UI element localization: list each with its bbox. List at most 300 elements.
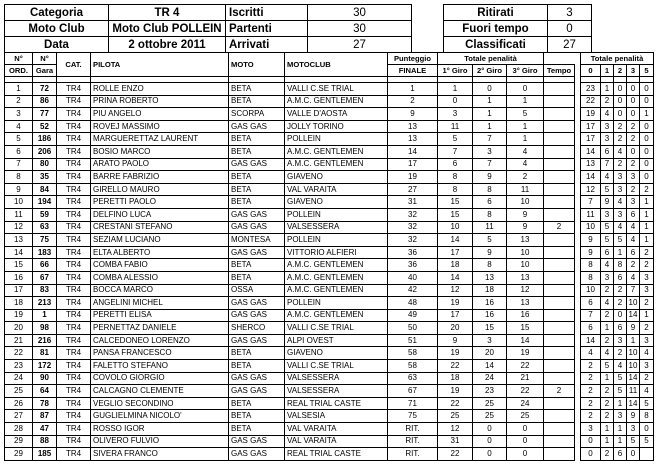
count-1-cell: 5	[601, 360, 614, 373]
pilot-name-cell: FALETTO STEFANO	[91, 360, 229, 373]
time-penalty-cell	[544, 372, 575, 385]
count-0-cell: 14	[581, 145, 601, 158]
gara-number-cell: 47	[33, 423, 57, 436]
pilot-name-cell: ARATO PAOLO	[91, 158, 229, 171]
count-3-cell: 9	[627, 322, 640, 335]
time-penalty-cell	[544, 234, 575, 247]
col-giro3: 3° Giro	[507, 65, 544, 77]
count-1-cell: 1	[601, 423, 614, 436]
count-0-cell: 11	[581, 208, 601, 221]
moto-club-cell: GIAVENO	[285, 347, 388, 360]
pilot-name-cell: OLIVERO FULVIO	[91, 435, 229, 448]
lap1-penalty-cell: 1	[438, 83, 473, 96]
category-cell: TR4	[57, 208, 91, 221]
col-p1: 1	[601, 65, 614, 77]
ord-cell: 20	[5, 322, 33, 335]
moto-club-cell: POLLEIN	[285, 234, 388, 247]
lap1-penalty-cell: 19	[438, 347, 473, 360]
ord-cell: 29	[5, 435, 33, 448]
table-row	[5, 435, 654, 448]
final-score-cell: 48	[388, 297, 438, 310]
col-n2: N°	[33, 53, 57, 65]
ord-cell: 15	[5, 259, 33, 272]
gara-number-cell: 75	[33, 234, 57, 247]
lap2-penalty-cell: 9	[473, 171, 507, 184]
count-2-cell: 5	[614, 234, 627, 247]
pilot-name-cell: PERETTI PAOLO	[91, 196, 229, 209]
ord-cell: 1	[5, 83, 33, 96]
final-score-cell: RIT.	[388, 448, 438, 461]
count-0-cell: 10	[581, 221, 601, 234]
time-penalty-cell	[544, 83, 575, 96]
count-1-cell: 2	[601, 334, 614, 347]
time-penalty-cell	[544, 435, 575, 448]
count-3-cell: 10	[627, 347, 640, 360]
final-score-cell: 31	[388, 196, 438, 209]
count-3-cell: 4	[627, 234, 640, 247]
lap1-penalty-cell: 22	[438, 397, 473, 410]
count-0-cell: 10	[581, 284, 601, 297]
final-score-cell: 1	[388, 83, 438, 96]
ord-cell: 18	[5, 297, 33, 310]
ritirati-row	[444, 5, 592, 21]
gara-number-cell: 63	[33, 221, 57, 234]
count-0-cell: 22	[581, 95, 601, 108]
table-row	[5, 108, 654, 121]
lap2-penalty-cell: 8	[473, 259, 507, 272]
count-5-cell: 1	[640, 221, 654, 234]
table-row	[5, 133, 654, 146]
lap1-penalty-cell: 8	[438, 171, 473, 184]
time-penalty-cell	[544, 196, 575, 209]
count-5-cell: 2	[640, 259, 654, 272]
table-row	[5, 347, 654, 360]
category-cell: TR4	[57, 410, 91, 423]
final-score-cell: 51	[388, 334, 438, 347]
count-0-cell: 8	[581, 271, 601, 284]
count-5-cell: 5	[640, 435, 654, 448]
lap2-penalty-cell: 11	[473, 221, 507, 234]
time-penalty-cell	[544, 410, 575, 423]
count-0-cell: 0	[581, 435, 601, 448]
pilot-name-cell: CALCAGNO CLEMENTE	[91, 385, 229, 398]
col-p3: 3	[627, 65, 640, 77]
count-3-cell: 2	[627, 259, 640, 272]
category-cell: TR4	[57, 108, 91, 121]
data-row	[5, 37, 412, 53]
category-cell: TR4	[57, 234, 91, 247]
count-0-cell: 2	[581, 360, 601, 373]
count-0-cell: 14	[581, 171, 601, 184]
bike-cell: GAS GAS	[229, 334, 285, 347]
pilot-name-cell: BOCCA MARCO	[91, 284, 229, 297]
count-5-cell: 2	[640, 246, 654, 259]
time-penalty-cell	[544, 423, 575, 436]
count-3-cell: 10	[627, 297, 640, 310]
count-3-cell: 11	[627, 385, 640, 398]
moto-club-cell: VALSESSERA	[285, 221, 388, 234]
table-row	[5, 297, 654, 310]
gara-number-cell: 80	[33, 158, 57, 171]
event-info-table	[4, 4, 412, 53]
table-row	[5, 271, 654, 284]
fuori-tempo-label: Fuori tempo	[444, 21, 548, 37]
lap2-penalty-cell: 16	[473, 297, 507, 310]
ord-cell: 11	[5, 208, 33, 221]
count-2-cell: 6	[614, 322, 627, 335]
lap3-penalty-cell: 1	[507, 95, 544, 108]
ord-cell: 27	[5, 410, 33, 423]
moto-club-cell: VALSESSERA	[285, 385, 388, 398]
lap2-penalty-cell: 8	[473, 183, 507, 196]
bike-cell: GAS GAS	[229, 246, 285, 259]
pilot-name-cell: COMBA ALESSIO	[91, 271, 229, 284]
count-1-cell: 4	[601, 297, 614, 310]
data-label: Data	[5, 37, 109, 53]
count-3-cell: 7	[627, 284, 640, 297]
lap1-penalty-cell: 19	[438, 385, 473, 398]
fuori-tempo-row	[444, 21, 592, 37]
ritirati-label: Ritirati	[444, 5, 548, 21]
count-5-cell: 4	[640, 347, 654, 360]
lap3-penalty-cell: 22	[507, 385, 544, 398]
gara-number-cell: 52	[33, 120, 57, 133]
pilot-name-cell: SIVERA FRANCO	[91, 448, 229, 461]
category-cell: TR4	[57, 145, 91, 158]
moto-club-cell: A.M.C. GENTLEMEN	[285, 158, 388, 171]
bike-cell: BETA	[229, 423, 285, 436]
lap3-penalty-cell: 10	[507, 259, 544, 272]
lap3-penalty-cell: 10	[507, 196, 544, 209]
gara-number-cell: 216	[33, 334, 57, 347]
bike-cell: BETA	[229, 259, 285, 272]
col-totale-penalita-breakdown: Totale penalità	[581, 53, 654, 65]
lap1-penalty-cell: 14	[438, 234, 473, 247]
ord-cell: 28	[5, 423, 33, 436]
count-3-cell: 2	[627, 133, 640, 146]
time-penalty-cell	[544, 108, 575, 121]
final-score-cell: 32	[388, 221, 438, 234]
col-finale: FINALE	[388, 65, 438, 77]
moto-club-cell: A.M.C. GENTLEMEN	[285, 259, 388, 272]
pilot-name-cell: SEZIAM LUCIANO	[91, 234, 229, 247]
count-2-cell: 4	[614, 196, 627, 209]
category-cell: TR4	[57, 183, 91, 196]
time-penalty-cell	[544, 334, 575, 347]
pilot-name-cell: ROLLE ENZO	[91, 83, 229, 96]
col-motoclub: MOTOCLUB	[285, 53, 388, 77]
lap2-penalty-cell: 23	[473, 385, 507, 398]
fuori-tempo-value: 0	[548, 21, 592, 37]
final-score-cell: 49	[388, 309, 438, 322]
classificati-row	[444, 37, 592, 53]
count-1-cell: 4	[601, 171, 614, 184]
lap3-penalty-cell: 15	[507, 322, 544, 335]
count-2-cell: 3	[614, 334, 627, 347]
lap3-penalty-cell: 0	[507, 435, 544, 448]
lap1-penalty-cell: 7	[438, 145, 473, 158]
bike-cell: GAS GAS	[229, 208, 285, 221]
count-5-cell: 0	[640, 171, 654, 184]
category-cell: TR4	[57, 284, 91, 297]
table-row	[5, 448, 654, 461]
lap2-penalty-cell: 7	[473, 158, 507, 171]
count-2-cell: 2	[614, 158, 627, 171]
bike-cell: MONTESA	[229, 234, 285, 247]
lap1-penalty-cell: 11	[438, 120, 473, 133]
count-5-cell: 0	[640, 423, 654, 436]
ord-cell: 29	[5, 448, 33, 461]
lap1-penalty-cell: 20	[438, 322, 473, 335]
count-2-cell: 1	[614, 397, 627, 410]
lap3-penalty-cell: 4	[507, 145, 544, 158]
club-label: Moto Club	[5, 21, 109, 37]
count-1-cell: 1	[601, 435, 614, 448]
col-p5: 5	[640, 65, 654, 77]
lap2-penalty-cell: 1	[473, 108, 507, 121]
count-2-cell: 4	[614, 145, 627, 158]
lap1-penalty-cell: 0	[438, 95, 473, 108]
category-cell: TR4	[57, 435, 91, 448]
lap2-penalty-cell: 5	[473, 234, 507, 247]
count-5-cell: 5	[640, 397, 654, 410]
bike-cell: BETA	[229, 83, 285, 96]
pilot-name-cell: PERETTI ELISA	[91, 309, 229, 322]
lap3-penalty-cell: 16	[507, 309, 544, 322]
pilot-name-cell: PERNETTAZ DANIELE	[91, 322, 229, 335]
count-1-cell: 3	[601, 120, 614, 133]
results-table	[4, 52, 654, 461]
ord-cell: 21	[5, 334, 33, 347]
ord-cell: 25	[5, 385, 33, 398]
lap2-penalty-cell: 6	[473, 196, 507, 209]
moto-club-cell: VAL VARAITA	[285, 435, 388, 448]
count-1-cell: 2	[601, 309, 614, 322]
final-score-cell: 40	[388, 271, 438, 284]
count-1-cell: 6	[601, 246, 614, 259]
moto-club-cell: A.M.C. GENTLEMEN	[285, 95, 388, 108]
count-3-cell: 14	[627, 372, 640, 385]
count-2-cell: 1	[614, 435, 627, 448]
col-giro2: 2° Giro	[473, 65, 507, 77]
time-penalty-cell	[544, 145, 575, 158]
bike-cell: GAS GAS	[229, 448, 285, 461]
col-tempo: Tempo	[544, 65, 575, 77]
count-1-cell: 1	[601, 372, 614, 385]
lap1-penalty-cell: 19	[438, 297, 473, 310]
lap2-penalty-cell: 20	[473, 347, 507, 360]
lap1-penalty-cell: 14	[438, 271, 473, 284]
count-5-cell: 2	[640, 297, 654, 310]
final-score-cell: 32	[388, 234, 438, 247]
table-row	[5, 234, 654, 247]
bike-cell: BETA	[229, 145, 285, 158]
lap1-penalty-cell: 17	[438, 309, 473, 322]
count-2-cell: 0	[614, 95, 627, 108]
moto-club-cell: REAL TRIAL CASTE	[285, 448, 388, 461]
count-2-cell: 2	[614, 297, 627, 310]
ord-cell: 16	[5, 271, 33, 284]
bike-cell: GAS GAS	[229, 120, 285, 133]
count-0-cell: 6	[581, 322, 601, 335]
gara-number-cell: 72	[33, 83, 57, 96]
ord-cell: 4	[5, 120, 33, 133]
final-score-cell: 13	[388, 120, 438, 133]
pilot-name-cell: PRINA ROBERTO	[91, 95, 229, 108]
data-value: 2 ottobre 2011	[109, 37, 226, 53]
count-0-cell: 14	[581, 334, 601, 347]
count-5-cell: 1	[640, 108, 654, 121]
count-5-cell: 8	[640, 410, 654, 423]
table-row	[5, 196, 654, 209]
count-0-cell: 3	[581, 423, 601, 436]
col-giro1: 1° Giro	[438, 65, 473, 77]
final-score-cell: 36	[388, 259, 438, 272]
ord-cell: 6	[5, 145, 33, 158]
count-1-cell: 3	[601, 271, 614, 284]
category-cell: TR4	[57, 347, 91, 360]
ord-cell: 19	[5, 309, 33, 322]
lap3-penalty-cell: 0	[507, 448, 544, 461]
lap2-penalty-cell: 0	[473, 448, 507, 461]
count-3-cell: 0	[627, 145, 640, 158]
category-cell: TR4	[57, 372, 91, 385]
count-5-cell: 1	[640, 309, 654, 322]
count-2-cell: 6	[614, 448, 627, 461]
count-0-cell: 13	[581, 158, 601, 171]
gara-number-cell: 35	[33, 171, 57, 184]
count-1-cell: 2	[601, 284, 614, 297]
gara-number-cell: 64	[33, 385, 57, 398]
lap3-penalty-cell: 0	[507, 83, 544, 96]
time-penalty-cell	[544, 284, 575, 297]
count-2-cell: 8	[614, 259, 627, 272]
lap3-penalty-cell: 9	[507, 208, 544, 221]
lap3-penalty-cell: 10	[507, 246, 544, 259]
bike-cell: GAS GAS	[229, 435, 285, 448]
lap3-penalty-cell: 13	[507, 234, 544, 247]
ord-cell: 8	[5, 171, 33, 184]
category-cell: TR4	[57, 133, 91, 146]
club-row	[5, 21, 412, 37]
time-penalty-cell	[544, 246, 575, 259]
iscritti-label: Iscritti	[226, 5, 308, 21]
gara-number-cell: 59	[33, 208, 57, 221]
lap1-penalty-cell: 3	[438, 108, 473, 121]
count-5-cell	[640, 448, 654, 461]
ord-cell: 5	[5, 133, 33, 146]
category-cell: TR4	[57, 423, 91, 436]
lap1-penalty-cell: 6	[438, 158, 473, 171]
table-row	[5, 120, 654, 133]
count-1-cell: 5	[601, 221, 614, 234]
pilot-name-cell: COMBA FABIO	[91, 259, 229, 272]
count-1-cell: 1	[601, 83, 614, 96]
lap1-penalty-cell: 12	[438, 284, 473, 297]
categoria-label: Categoria	[5, 5, 109, 21]
count-1-cell: 1	[601, 322, 614, 335]
bike-cell: BETA	[229, 347, 285, 360]
moto-club-cell: VAL VARAITA	[285, 183, 388, 196]
category-cell: TR4	[57, 221, 91, 234]
bike-cell: BETA	[229, 410, 285, 423]
lap2-penalty-cell: 7	[473, 133, 507, 146]
ord-cell: 13	[5, 234, 33, 247]
lap2-penalty-cell: 18	[473, 284, 507, 297]
lap2-penalty-cell: 25	[473, 410, 507, 423]
count-2-cell: 3	[614, 171, 627, 184]
final-score-cell: 2	[388, 95, 438, 108]
category-cell: TR4	[57, 246, 91, 259]
count-0-cell: 17	[581, 120, 601, 133]
moto-club-cell: VALLI C.SE TRIAL	[285, 360, 388, 373]
table-row	[5, 259, 654, 272]
gara-number-cell: 185	[33, 448, 57, 461]
pilot-name-cell: GIRELLO MAURO	[91, 183, 229, 196]
count-3-cell: 2	[627, 158, 640, 171]
count-0-cell: 6	[581, 297, 601, 310]
arrivati-label: Arrivati	[226, 37, 308, 53]
lap2-penalty-cell: 3	[473, 145, 507, 158]
count-2-cell: 0	[614, 108, 627, 121]
time-penalty-cell	[544, 397, 575, 410]
pilot-name-cell: ROSSO IGOR	[91, 423, 229, 436]
count-3-cell: 14	[627, 309, 640, 322]
partenti-label: Partenti	[226, 21, 308, 37]
category-cell: TR4	[57, 171, 91, 184]
iscritti-value: 30	[308, 5, 412, 21]
lap2-penalty-cell: 8	[473, 208, 507, 221]
count-2-cell: 5	[614, 385, 627, 398]
categoria-row	[5, 5, 412, 21]
gara-number-cell: 172	[33, 360, 57, 373]
gara-number-cell: 77	[33, 108, 57, 121]
final-score-cell: 19	[388, 171, 438, 184]
classificati-value: 27	[548, 37, 592, 53]
bike-cell: BETA	[229, 133, 285, 146]
time-penalty-cell	[544, 183, 575, 196]
count-1-cell: 3	[601, 208, 614, 221]
count-0-cell: 17	[581, 133, 601, 146]
count-0-cell: 4	[581, 347, 601, 360]
bike-cell: SCORPA	[229, 108, 285, 121]
moto-club-cell: POLLEIN	[285, 133, 388, 146]
final-score-cell: 32	[388, 208, 438, 221]
categoria-value: TR 4	[109, 5, 226, 21]
moto-club-cell: A.M.C. GENTLEMEN	[285, 271, 388, 284]
partenti-value: 30	[308, 21, 412, 37]
lap3-penalty-cell: 25	[507, 410, 544, 423]
ord-cell: 14	[5, 246, 33, 259]
table-row	[5, 372, 654, 385]
lap1-penalty-cell: 9	[438, 334, 473, 347]
count-5-cell: 2	[640, 372, 654, 385]
count-0-cell: 19	[581, 108, 601, 121]
lap2-penalty-cell: 13	[473, 271, 507, 284]
lap3-penalty-cell: 4	[507, 158, 544, 171]
lap1-penalty-cell: 8	[438, 183, 473, 196]
count-1-cell: 4	[601, 347, 614, 360]
bike-cell: GAS GAS	[229, 372, 285, 385]
count-0-cell: 2	[581, 397, 601, 410]
count-3-cell: 3	[627, 423, 640, 436]
moto-club-cell: ALPI OVEST	[285, 334, 388, 347]
count-5-cell: 1	[640, 196, 654, 209]
count-1-cell: 2	[601, 385, 614, 398]
category-cell: TR4	[57, 397, 91, 410]
table-row	[5, 221, 654, 234]
bike-cell: GAS GAS	[229, 158, 285, 171]
